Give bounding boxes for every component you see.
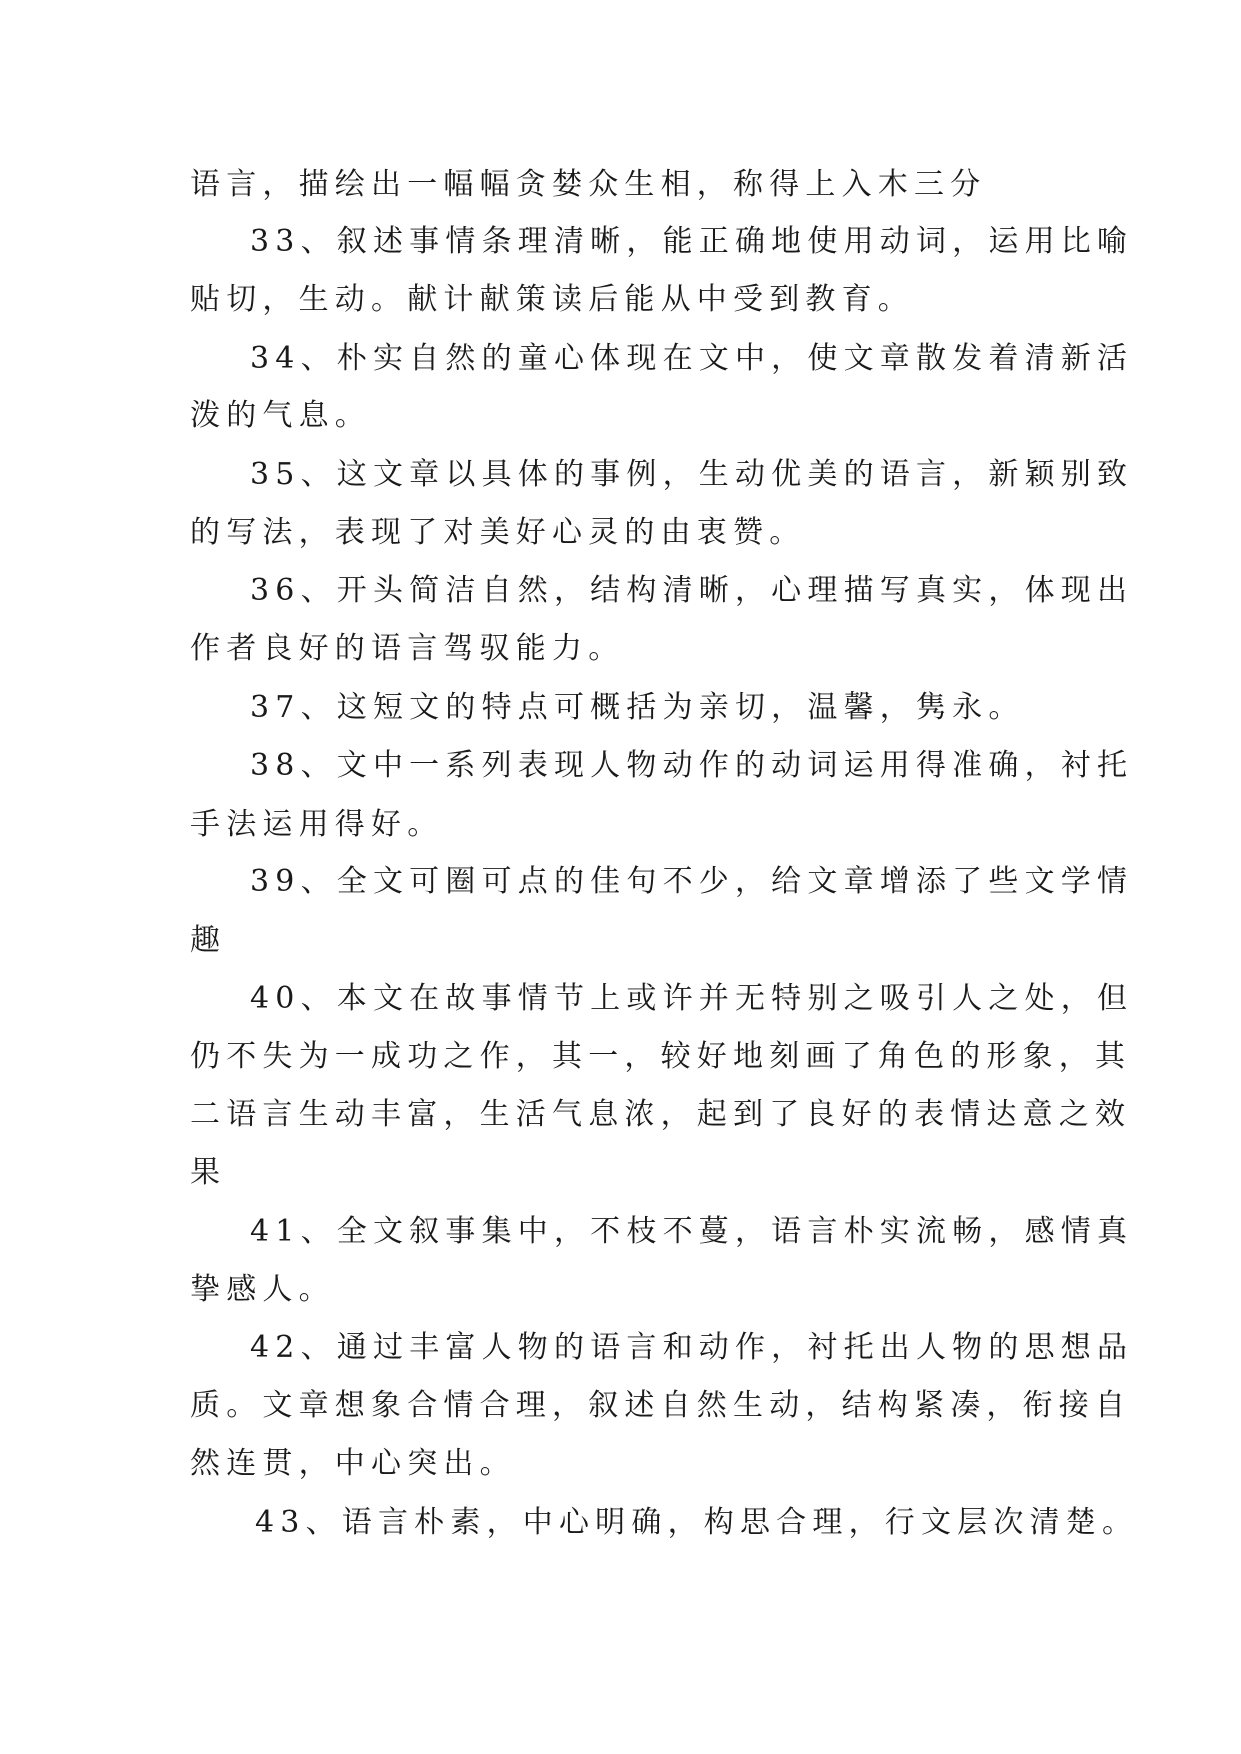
text-line: 语言，描绘出一幅幅贪婪众生相，称得上入木三分 xyxy=(190,167,987,202)
text-line: 贴切，生动。献计献策读后能从中受到教育。 xyxy=(190,282,914,317)
text-line: 35、这文章以具体的事例，生动优美的语言，新颖别致 xyxy=(250,457,1134,492)
text-line: 质。文章想象合情合理，叙述自然生动，结构紧凑，衔接自 xyxy=(190,1388,1132,1423)
text-line: 42、通过丰富人物的语言和动作，衬托出人物的思想品 xyxy=(250,1330,1134,1365)
text-line: 二语言生动丰富，生活气息浓，起到了良好的表情达意之效 xyxy=(190,1097,1132,1132)
text-line: 38、文中一系列表现人物动作的动词运用得准确，衬托 xyxy=(250,748,1134,783)
text-line: 43、语言朴素，中心明确，构思合理，行文层次清楚。 xyxy=(255,1505,1139,1540)
text-line: 果 xyxy=(190,1155,227,1190)
text-line: 39、全文可圈可点的佳句不少，给文章增添了些文学情 xyxy=(250,864,1134,899)
text-line: 挚感人。 xyxy=(190,1272,335,1307)
text-line: 然连贯，中心突出。 xyxy=(190,1446,516,1481)
text-line: 泼的气息。 xyxy=(190,398,371,433)
text-line: 37、这短文的特点可概括为亲切，温馨，隽永。 xyxy=(250,690,1025,725)
text-line: 趣 xyxy=(190,923,227,958)
text-line: 的写法，表现了对美好心灵的由衷赞。 xyxy=(190,515,806,550)
text-line: 手法运用得好。 xyxy=(190,807,444,842)
text-line: 40、本文在故事情节上或许并无特别之吸引人之处，但 xyxy=(250,981,1134,1016)
text-line: 作者良好的语言驾驭能力。 xyxy=(190,631,625,666)
text-line: 仍不失为一成功之作，其一，较好地刻画了角色的形象，其 xyxy=(190,1039,1132,1074)
text-line: 33、叙述事情条理清晰，能正确地使用动词，运用比喻 xyxy=(250,224,1134,259)
text-line: 36、开头简洁自然，结构清晰，心理描写真实，体现出 xyxy=(250,573,1134,608)
text-line: 41、全文叙事集中，不枝不蔓，语言朴实流畅，感情真 xyxy=(250,1214,1134,1249)
text-line: 34、朴实自然的童心体现在文中，使文章散发着清新活 xyxy=(250,341,1134,376)
